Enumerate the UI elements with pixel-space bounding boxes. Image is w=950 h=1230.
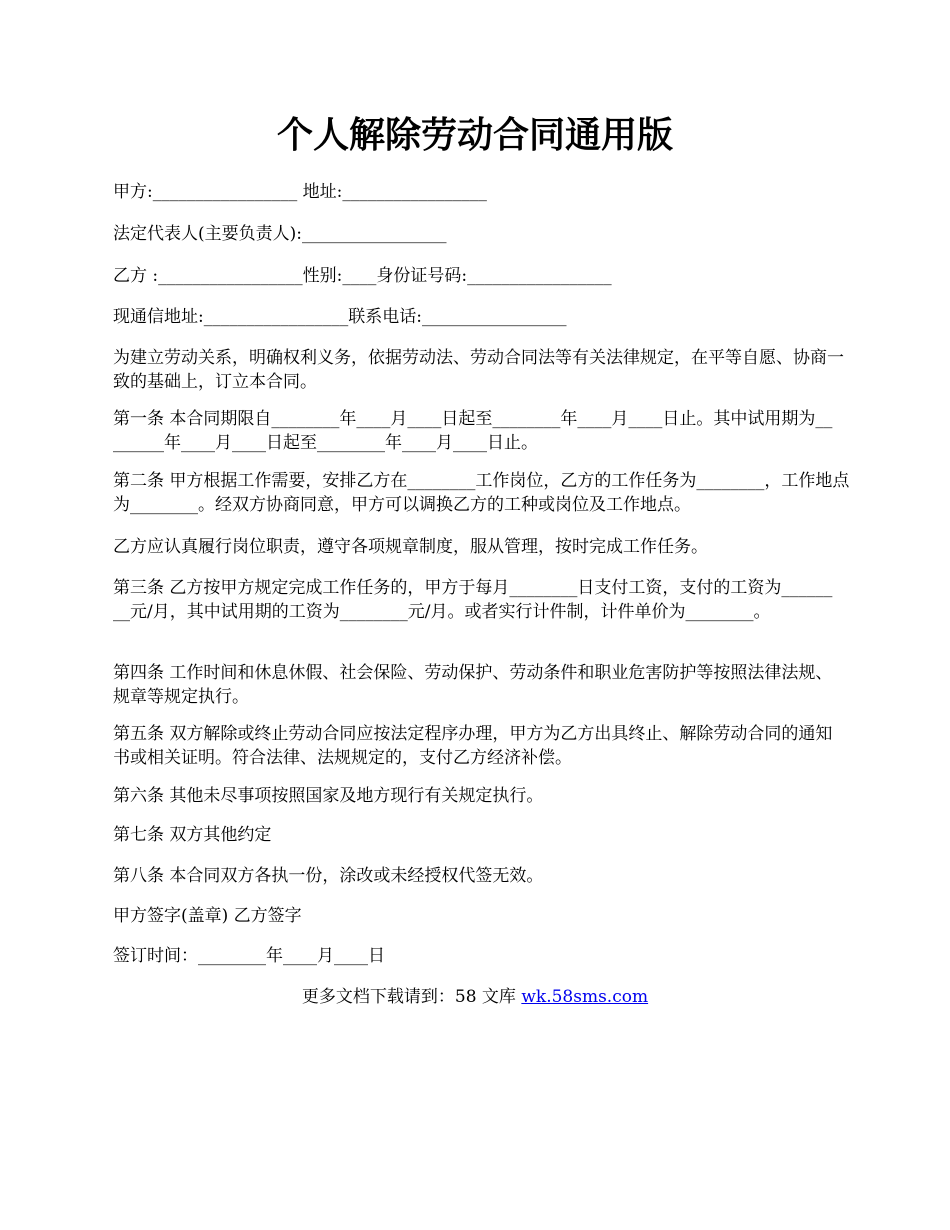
footer-link[interactable]: wk.58sms.com bbox=[521, 987, 649, 1007]
intro-paragraph: 为建立劳动关系，明确权利义务，依据劳动法、劳动合同法等有关法律规定，在平等自愿、协商一致的基础上，订立本合同。 bbox=[113, 348, 844, 392]
address-phone-line: 现通信地址:_________________联系电话:_________________ bbox=[113, 307, 567, 327]
article-7: 第七条 双方其他约定 bbox=[113, 825, 272, 845]
article-8: 第八条 本合同双方各执一份，涂改或未经授权代签无效。 bbox=[113, 866, 544, 886]
article-5: 第五条 双方解除或终止劳动合同应按法定程序办理，甲方为乙方出具终止、解除劳动合同的通知书或相关证明。符合法律、法规规定的，支付乙方经济补偿。 bbox=[113, 724, 833, 768]
party-b-line: 乙方 :_________________性别:____身份证号码:_________________ bbox=[113, 266, 612, 286]
party-a-line: 甲方:_________________ 地址:_________________ bbox=[113, 182, 487, 202]
article-6: 第六条 其他未尽事项按照国家及地方现行有关规定执行。 bbox=[113, 786, 544, 806]
sign-date-line: 签订时间：________年____月____日 bbox=[113, 946, 385, 966]
document-title: 个人解除劳动合同通用版 bbox=[276, 114, 673, 156]
footer-text: 更多文档下载请到：58 文库 bbox=[301, 987, 522, 1007]
article-4: 第四条 工作时间和休息休假、社会保险、劳动保护、劳动条件和职业危害防护等按照法律法规、规章等规定执行。 bbox=[113, 663, 833, 707]
legal-representative-line: 法定代表人(主要负责人):_________________ bbox=[113, 224, 447, 244]
article-3: 第三条 乙方按甲方规定完成工作任务的，甲方于每月________日支付工资，支付的工资为________元/月，其中试用期的工资为________元/月。或者实行计件制，计件单价为________。 bbox=[113, 578, 833, 622]
duty-paragraph: 乙方应认真履行岗位职责，遵守各项规章制度，服从管理，按时完成工作任务。 bbox=[113, 537, 708, 557]
article-1: 第一条 本合同期限自________年____月____日起至________年____月____日止。其中试用期为________年____月____日起至________年____月____日止。 bbox=[113, 409, 833, 453]
footer bbox=[0, 985, 950, 1009]
article-2: 第二条 甲方根据工作需要，安排乙方在________工作岗位，乙方的工作任务为________，工作地点为________。经双方协商同意，甲方可以调换乙方的工种或岗位及工作地点。 bbox=[113, 471, 850, 515]
signatures-line: 甲方签字(盖章) 乙方签字 bbox=[113, 906, 302, 926]
